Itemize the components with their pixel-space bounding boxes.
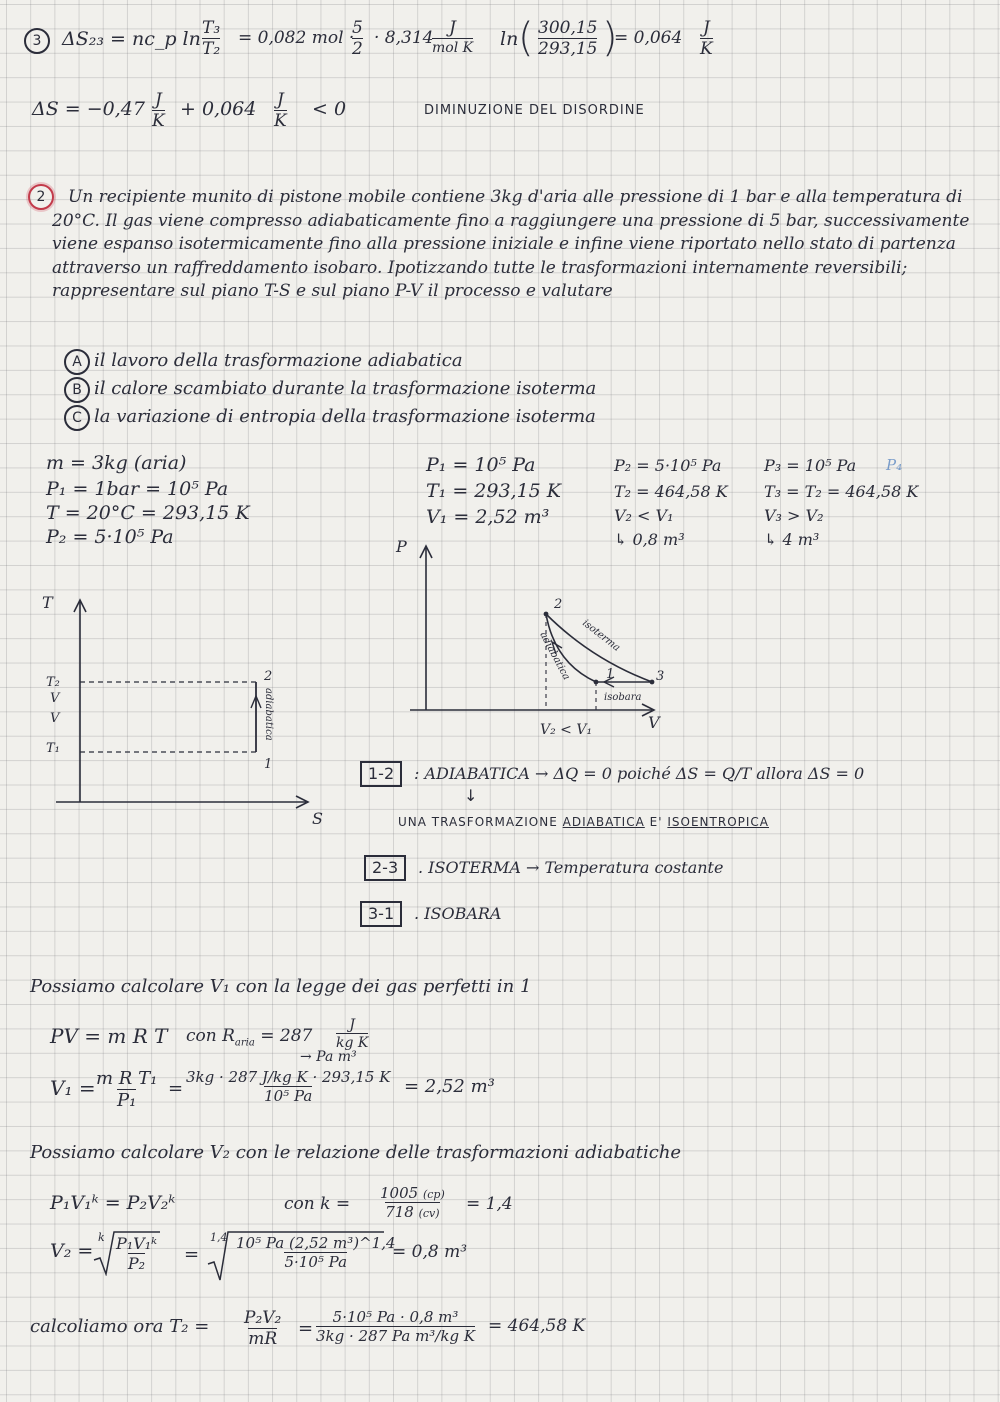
isentropic-prefix: UNA TRASFORMAZIONE (398, 815, 558, 829)
ts-y-label: T (42, 593, 53, 612)
t2-formula-den: mR (248, 1328, 278, 1349)
given-t: T = 20°C = 293,15 K (46, 502, 250, 524)
ds23-frac-num: T₃ (202, 18, 221, 38)
v2-k-den-note: (cv) (418, 1206, 440, 1220)
state2-p: P₂ = 5·10⁵ Pa (614, 456, 722, 475)
transform-3-1-text: . ISOBARA (414, 904, 502, 923)
v1-r-unit (336, 1018, 368, 1050)
transform-1-2-tag: 1-2 (360, 761, 402, 787)
pv-y-label: P (396, 538, 407, 556)
v1-r-sub: aria (234, 1037, 255, 1049)
transform-3-1-tag: 3-1 (360, 901, 402, 927)
item-a-badge: A (64, 349, 90, 375)
ts-point-2: 2 (264, 669, 273, 684)
pv-label-isoterma: isoterma (580, 617, 623, 654)
state3-v: V₃ > V₂ (764, 506, 824, 525)
v2-k-num-note: (cp) (422, 1188, 445, 1201)
v2-root-fraction (116, 1236, 157, 1273)
given-p1: P₁ = 1bar = 10⁵ Pa (46, 478, 229, 500)
item-c-badge: C (64, 405, 90, 431)
pv-point-2-dot (544, 612, 549, 617)
isentropic-arrow: ↓ (464, 786, 478, 805)
v2-k-val: = 1,4 (466, 1194, 513, 1214)
t2-lhs: calcoliamo ora T₂ = (30, 1316, 210, 1337)
ds23-ratio (538, 20, 597, 59)
ds23-frac-den: T₂ (202, 38, 221, 59)
item-b-text: il calore scambiato durante la trasformazione isoterma (94, 378, 597, 399)
state3-p: P₃ = 10⁵ Pa (764, 456, 857, 475)
state1-v: V₁ = 2,52 m³ (426, 506, 550, 528)
t2-numeric-num: 5·10⁵ Pa · 0,8 m³ (332, 1308, 459, 1326)
ts-tick-v1: V (50, 691, 60, 706)
ds23-r: · 8,314 (374, 28, 434, 48)
isentropic-w1: ADIABATICA (562, 815, 645, 829)
v1-law: PV = m R T (50, 1024, 168, 1048)
ds23-ratio-num: 300,15 (538, 18, 598, 38)
state2-v: V₂ < V₁ (614, 506, 674, 525)
ts-curve-label: adiabatica (263, 688, 274, 741)
v1-unit-note: → Pa m³ (300, 1049, 357, 1065)
t2-numeric (316, 1310, 475, 1345)
ds-total-u2-den: K (274, 110, 287, 131)
ds23-cp-num: 5 (352, 18, 363, 38)
ds23-unit-num: J (449, 18, 456, 38)
problem-text: Un recipiente munito di pistone mobile contiene 3kg d'aria alle pressione di 1 bar e alla temperatura di 20°C. Il gas viene compresso adiabaticamente fino a raggiungere una pressione di 5 bar, successivamente viene espanso isotermicamente fino alla pressione iniziale e infine viene riportato nello stato di partenza attraverso un raffreddamento isobaro. Ipotizzando tutte le trasformazioni internamente reversibili; rappresentare sul piano T-S e sul piano P-V il processo e valutare (52, 187, 970, 302)
ds23-res-unit-num: J (702, 18, 710, 38)
v1-numeric-den: 10⁵ Pa (264, 1086, 313, 1105)
v2-result: = 0,8 m³ (392, 1242, 468, 1262)
ds23-n: = 0,082 mol · (238, 28, 355, 48)
ds-total-cmp: < 0 (312, 98, 347, 120)
pv-point-1: 1 (606, 667, 615, 682)
pv-point-2: 2 (554, 597, 563, 612)
ds23-cp-den: 2 (352, 38, 363, 59)
ds23-cp-fraction (352, 20, 363, 59)
pv-label-isobara: isobara (604, 692, 642, 703)
v2-root-num: P₁V₁ᵏ (116, 1234, 157, 1253)
given-m: m = 3kg (aria) (46, 452, 187, 474)
ts-diagram (30, 590, 330, 830)
state3-v-val: ↳ 4 m³ (764, 530, 820, 549)
ds-total-unit-2 (274, 92, 287, 131)
v2-eq: = (184, 1244, 200, 1265)
ds-total-u1-num: J (154, 90, 162, 110)
transform-2-3-text: . ISOTERMA → Temperatura costante (418, 858, 724, 877)
v1-formula (96, 1070, 157, 1111)
problem-badge: 2 (28, 184, 54, 210)
v2-root-den: P₂ (127, 1253, 146, 1273)
ds-total-lhs: ΔS = −0,47 (32, 98, 145, 120)
item-c-text: la variazione di entropia della trasformazione isoterma (94, 406, 596, 427)
ds23-fraction (202, 20, 220, 59)
pv-axis-note: V₂ < V₁ (540, 722, 593, 738)
ds23-lhs: ΔS₂₃ = nc_p ln (62, 28, 201, 50)
transform-1-2-text: : ADIABATICA → ΔQ = 0 poiché ΔS = Q/T allora ΔS = 0 (414, 764, 865, 783)
item-b-badge: B (64, 377, 90, 403)
ds23-ln: ln (500, 28, 519, 50)
ts-tick-t1: T₁ (46, 741, 60, 756)
state2-v-val: ↳ 0,8 m³ (614, 530, 685, 549)
v2-root-idx: k (98, 1231, 105, 1244)
v2-k-den (385, 1202, 439, 1221)
ds-total-u1-den: K (152, 110, 165, 131)
ts-tick-v2: V (50, 711, 60, 726)
ds-total-unit-1 (152, 92, 165, 131)
ds23-paren-close: ) (602, 15, 618, 61)
given-p2: P₂ = 5·10⁵ Pa (46, 526, 174, 548)
v1-formula-num: m R T₁ (96, 1068, 158, 1089)
v2-law: P₁V₁ᵏ = P₂V₂ᵏ (50, 1192, 176, 1214)
p4-note: P₄ (886, 456, 903, 474)
v1-with-label: con R (186, 1026, 235, 1046)
ds23-res-unit-den: K (700, 38, 713, 59)
v2-lhs: V₂ = (50, 1240, 94, 1262)
pv-x-label: V (648, 713, 660, 732)
pv-label-adiabatica: adiabatica (537, 630, 572, 682)
state3-t: T₃ = T₂ = 464,58 K (764, 482, 919, 501)
v1-formula-den: P₁ (116, 1089, 137, 1111)
v1-intro: Possiamo calcolare V₁ con la legge dei gas perfetti in 1 (30, 976, 532, 997)
v2-k-num (380, 1186, 445, 1202)
ds-total-plus: + 0,064 (180, 98, 257, 120)
v1-lhs: V₁ = (50, 1076, 96, 1100)
t2-numeric-den: 3kg · 287 Pa m³/kg K (316, 1326, 476, 1345)
v1-result: = 2,52 m³ (404, 1076, 495, 1097)
v2-numeric-num: 10⁵ Pa (2,52 m³)^1,4 (236, 1234, 396, 1252)
v1-numeric-num: 3kg · 287 J/kg K · 293,15 K (186, 1068, 391, 1086)
pv-diagram (390, 538, 690, 748)
ds-total-u2-num: J (276, 90, 284, 110)
t2-formula (244, 1310, 281, 1349)
v2-root2-idx: 1,4 (210, 1231, 228, 1244)
isentropic-mid: E' (649, 815, 663, 829)
v1-numeric (186, 1070, 390, 1105)
v1-with (186, 1028, 312, 1048)
ds23-unit-den: mol K (432, 39, 474, 56)
v2-k-num-val: 1005 (380, 1184, 419, 1202)
state1-t: T₁ = 293,15 K (426, 480, 562, 502)
item-a-text: il lavoro della trasformazione adiabatica (94, 350, 463, 371)
isentropic-note (398, 816, 769, 828)
ds23-result: = 0,064 (614, 28, 683, 48)
v1-r-unit-num: J (349, 1017, 355, 1033)
state2-t: T₂ = 464,58 K (614, 482, 728, 501)
pv-point-3: 3 (656, 669, 665, 684)
v2-k-lhs: con k = (284, 1194, 351, 1214)
transform-2-3-tag: 2-3 (364, 855, 406, 881)
ds23-res-unit (700, 20, 713, 59)
isentropic-w2: ISOENTROPICA (667, 815, 769, 829)
v1-eq: = (168, 1078, 184, 1099)
state1-p: P₁ = 10⁵ Pa (426, 454, 536, 476)
t2-formula-num: P₂V₂ (244, 1308, 282, 1328)
v2-k-den-val: 718 (385, 1202, 414, 1221)
t2-eq: = (298, 1318, 314, 1339)
v1-r-val: = 287 (260, 1026, 313, 1046)
v1-r-unit-den: kg K (336, 1034, 369, 1051)
step-badge: 3 (24, 28, 50, 54)
ds-conclusion: DIMINUZIONE DEL DISORDINE (424, 103, 645, 118)
t2-result: = 464,58 K (488, 1316, 586, 1336)
ds23-paren-open: ( (518, 15, 534, 61)
ts-point-1: 1 (264, 757, 273, 772)
v2-numeric (236, 1236, 396, 1271)
ds23-ratio-den: 293,15 (538, 38, 598, 59)
pv-point-3-dot (650, 680, 655, 685)
ts-x-label: S (312, 809, 323, 828)
v2-numeric-den: 5·10⁵ Pa (284, 1252, 348, 1271)
ds23-unit (432, 20, 473, 56)
ts-tick-t2: T₂ (46, 675, 60, 690)
pv-point-1-dot (594, 680, 599, 685)
v2-intro: Possiamo calcolare V₂ con le relazione delle trasformazioni adiabatiche (30, 1142, 682, 1163)
v2-k-fraction (380, 1186, 445, 1221)
